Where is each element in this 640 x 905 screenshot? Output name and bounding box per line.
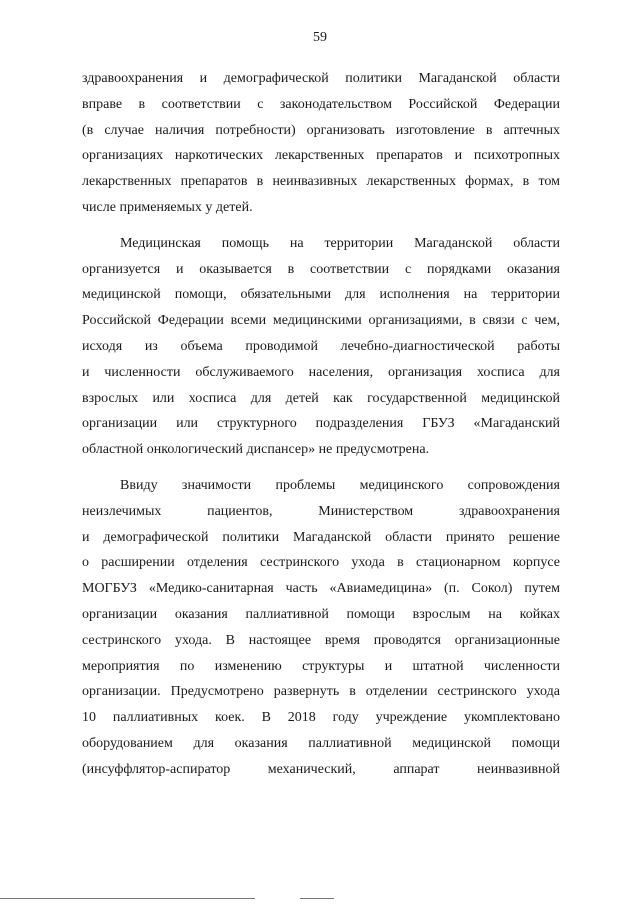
- text-line: организации оказания паллиативной помощи взрослым на койках: [82, 606, 560, 622]
- text-line: числе применяемых у детей.: [82, 199, 253, 215]
- text-line: (в случае наличия потребности) организовать изготовление в аптечных: [82, 122, 560, 138]
- text-line: и численности обслуживаемого населения, организация хосписа для: [82, 364, 560, 380]
- text-line: вправе в соответствии с законодательством Российской Федерации: [82, 96, 560, 112]
- paragraph-1: [82, 66, 560, 221]
- paragraph-3: [82, 473, 560, 783]
- text-line: организуется и оказывается в соответствии с порядками оказания: [82, 261, 560, 277]
- page-number: 59: [313, 30, 327, 45]
- text-line: взрослых или хосписа для детей как государственной медицинской: [82, 390, 560, 406]
- paragraph-2: [82, 231, 560, 463]
- text-line: 10 паллиативных коек. В 2018 году учреждение укомплектовано: [82, 710, 560, 726]
- text-line: и демографической политики Магаданской области принято решение: [82, 529, 560, 545]
- text-line: лекарственных препаратов в неинвазивных лекарственных формах, в том: [82, 174, 560, 190]
- text-line: о расширении отделения сестринского ухода в стационарном корпусе: [82, 555, 560, 571]
- text-line: областной онкологический диспансер» не предусмотрена.: [82, 442, 430, 458]
- text-line: Медицинская помощь на территории Магаданской области: [120, 235, 560, 251]
- text-line: мероприятия по изменению структуры и штатной численности: [82, 658, 560, 674]
- text-line: медицинской помощи, обязательными для исполнения на территории: [82, 287, 560, 303]
- text-line: Российской Федерации всеми медицинскими организациями, в связи с чем,: [82, 313, 560, 329]
- text-line: Ввиду значимости проблемы медицинского сопровождения: [120, 477, 560, 493]
- text-line: организации. Предусмотрено развернуть в отделении сестринского ухода: [82, 684, 560, 700]
- text-line: организации или структурного подразделения ГБУЗ «Магаданский: [82, 416, 560, 432]
- text-line: МОГБУЗ «Медико-санитарная часть «Авиамедицина» (п. Сокол) путем: [82, 581, 560, 597]
- text-line: сестринского ухода. В настоящее время проводятся организационные: [82, 632, 560, 648]
- text-line: (инсуффлятор-аспиратор механический, аппарат неинвазивной: [82, 761, 560, 777]
- footer-rule: [0, 898, 255, 899]
- text-line: оборудованием для оказания паллиативной медицинской помощи: [82, 735, 560, 751]
- text-line: неизлечимых пациентов, Министерством здравоохранения: [82, 503, 560, 519]
- text-line: здравоохранения и демографической политики Магаданской области: [82, 71, 560, 86]
- text-line: исходя из объема проводимой лечебно-диагностической работы: [82, 338, 560, 354]
- text-line: организациях наркотических лекарственных препаратов и психотропных: [82, 148, 560, 164]
- footer-rule-short: [300, 898, 334, 899]
- document-body: [82, 66, 560, 783]
